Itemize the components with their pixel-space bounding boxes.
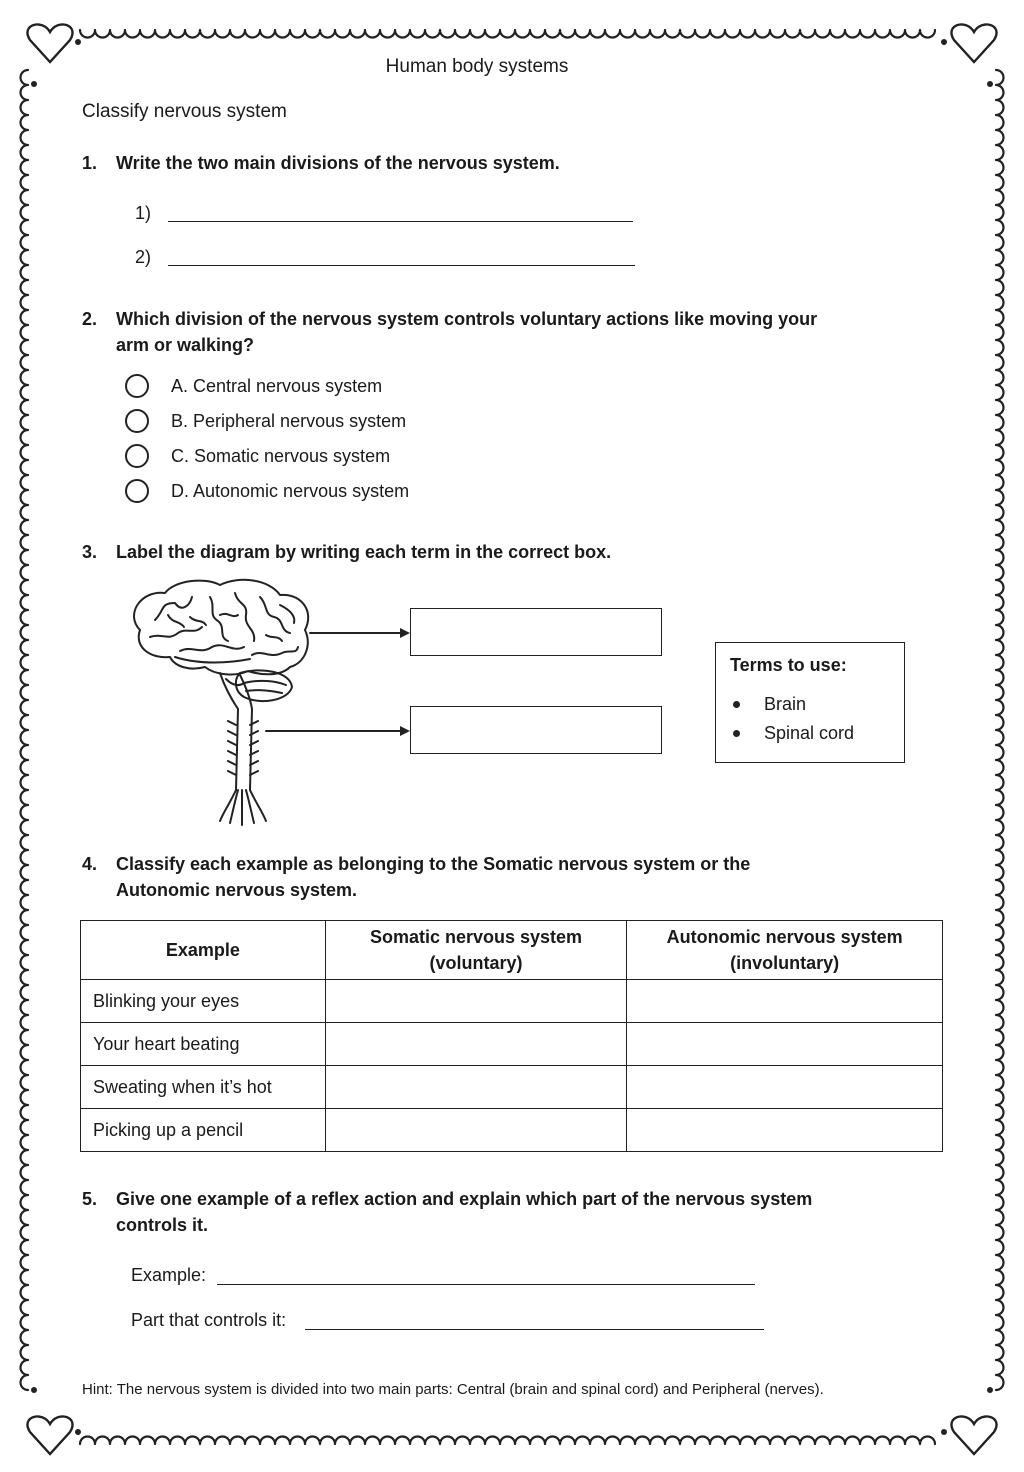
header-autonomic-line-2: (involuntary) xyxy=(730,953,840,973)
radio-circle-icon[interactable] xyxy=(125,479,149,503)
terms-box xyxy=(715,642,905,763)
option-a[interactable] xyxy=(125,372,382,400)
table-row xyxy=(81,1023,943,1066)
radio-circle-icon[interactable] xyxy=(125,409,149,433)
table-row xyxy=(81,1109,943,1152)
autonomic-answer-cell[interactable] xyxy=(627,1109,943,1152)
bullet-icon xyxy=(733,701,740,708)
table-row xyxy=(81,1066,943,1109)
question-text-line-2: Autonomic nervous system. xyxy=(116,880,358,900)
brain-spinal-cord-icon xyxy=(120,575,420,830)
option-label: C. Somatic nervous system xyxy=(171,445,391,466)
bullet-icon xyxy=(733,730,740,737)
header-autonomic xyxy=(627,921,943,980)
option-label: D. Autonomic nervous system xyxy=(171,480,410,501)
term-item xyxy=(730,723,854,744)
question-text-line-1: Classify each example as belonging to the Somatic nervous system or the xyxy=(116,854,751,874)
header-somatic xyxy=(325,921,627,980)
question-text-line-1: Give one example of a reflex action and explain which part of the nervous system xyxy=(116,1189,813,1209)
option-label: A. Central nervous system xyxy=(171,375,383,396)
header-example: Example xyxy=(81,921,326,980)
question-text-line-2: arm or walking? xyxy=(116,335,255,355)
question-text-line-1: Which division of the nervous system controls voluntary actions like moving your xyxy=(116,309,818,329)
question-4 xyxy=(82,851,942,903)
example-cell: Your heart beating xyxy=(81,1023,326,1066)
question-number: 5. xyxy=(82,1189,98,1209)
autonomic-answer-cell[interactable] xyxy=(627,1066,943,1109)
autonomic-answer-cell[interactable] xyxy=(627,980,943,1023)
example-cell: Blinking your eyes xyxy=(81,980,326,1023)
question-text: Write the two main divisions of the nervous system. xyxy=(116,153,560,173)
header-autonomic-line-1: Autonomic nervous system xyxy=(666,927,903,947)
option-b[interactable] xyxy=(125,407,406,435)
answer-line-1[interactable] xyxy=(168,221,633,222)
part-answer-line[interactable] xyxy=(305,1329,764,1330)
radio-circle-icon[interactable] xyxy=(125,374,149,398)
question-5 xyxy=(82,1186,942,1238)
classification-table xyxy=(80,920,943,1152)
example-answer-line[interactable] xyxy=(217,1284,755,1285)
page-title: Human body systems xyxy=(385,56,569,77)
option-c[interactable] xyxy=(125,442,390,470)
table-header-row xyxy=(81,921,943,980)
term-label: Spinal cord xyxy=(764,723,855,743)
somatic-answer-cell[interactable] xyxy=(325,1109,627,1152)
part-label: Part that controls it: xyxy=(131,1310,287,1330)
option-d[interactable] xyxy=(125,477,409,505)
question-number: 3. xyxy=(82,542,98,562)
answer-label-1: 1) xyxy=(135,203,152,223)
question-2 xyxy=(82,306,942,358)
terms-title: Terms to use: xyxy=(730,655,847,675)
label-box-brain[interactable] xyxy=(410,608,662,656)
term-item xyxy=(730,694,806,715)
answer-line-2[interactable] xyxy=(168,265,635,266)
question-number: 4. xyxy=(82,854,98,874)
table-row xyxy=(81,980,943,1023)
header-somatic-line-1: Somatic nervous system xyxy=(369,927,583,947)
question-number: 1. xyxy=(82,153,98,173)
example-label: Example: xyxy=(131,1265,207,1285)
question-text: Label the diagram by writing each term in the correct box. xyxy=(116,542,612,562)
label-box-spinal-cord[interactable] xyxy=(410,706,662,754)
autonomic-answer-cell[interactable] xyxy=(627,1023,943,1066)
question-1 xyxy=(82,150,942,176)
question-3 xyxy=(82,539,942,565)
question-text-line-2: controls it. xyxy=(116,1215,209,1235)
answer-label-2: 2) xyxy=(135,247,152,267)
somatic-answer-cell[interactable] xyxy=(325,1023,627,1066)
question-number: 2. xyxy=(82,309,98,329)
somatic-answer-cell[interactable] xyxy=(325,1066,627,1109)
example-cell: Sweating when it’s hot xyxy=(81,1066,326,1109)
header-somatic-line-2: (voluntary) xyxy=(429,953,523,973)
option-label: B. Peripheral nervous system xyxy=(171,410,407,431)
term-label: Brain xyxy=(764,694,807,714)
radio-circle-icon[interactable] xyxy=(125,444,149,468)
somatic-answer-cell[interactable] xyxy=(325,980,627,1023)
page-subtitle: Classify nervous system xyxy=(82,101,287,122)
hint-text: Hint: The nervous system is divided into two main parts: Central (brain and spinal cord) and Peripheral (nerves). xyxy=(82,1381,824,1398)
example-cell: Picking up a pencil xyxy=(81,1109,326,1152)
